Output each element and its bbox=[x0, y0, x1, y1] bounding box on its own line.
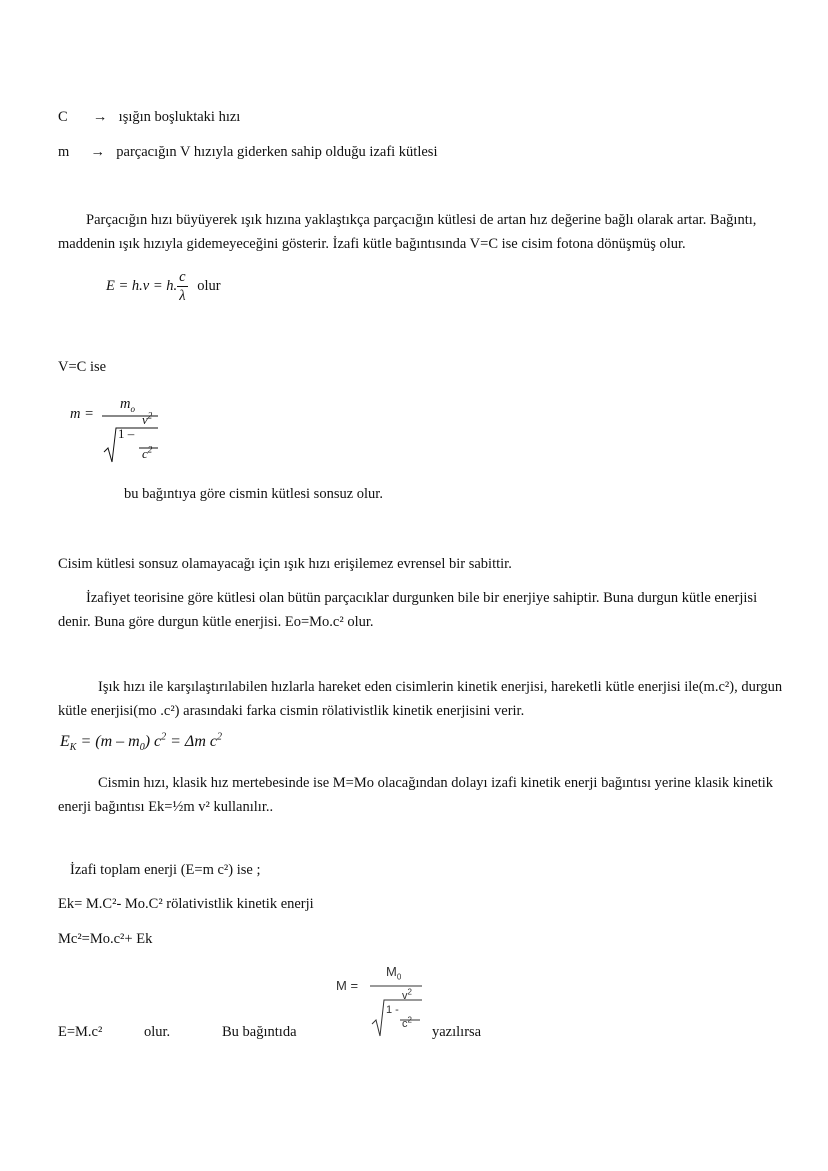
M-c-letter: c bbox=[402, 1018, 408, 1030]
ek-sub0: 0 bbox=[139, 742, 145, 754]
mass-v bbox=[142, 412, 152, 428]
energy-suffix: olur bbox=[197, 277, 221, 294]
v-letter: v bbox=[142, 412, 148, 427]
mass-c bbox=[142, 446, 152, 462]
arrow-icon: → bbox=[90, 144, 106, 160]
sqrt-one: 1 – bbox=[118, 426, 135, 441]
equation-kinetic-energy bbox=[60, 733, 222, 753]
M-c-exp: 2 bbox=[407, 1015, 412, 1025]
M-sqrt-one: 1 - bbox=[386, 1004, 399, 1016]
final-bu: Bu bağıntıda bbox=[222, 1024, 297, 1040]
mass-lhs: m = bbox=[70, 406, 94, 422]
equation-relativistic-mass bbox=[70, 396, 170, 468]
definition-m-text: parçacığın V hızıyla giderken sahip olduğu izafi kütlesi bbox=[116, 144, 438, 160]
ek-sub: K bbox=[69, 742, 77, 754]
frac-den: λ bbox=[177, 286, 187, 305]
M-lhs: M = bbox=[336, 978, 359, 993]
c-over-lambda bbox=[177, 268, 187, 305]
M-v-exp: 2 bbox=[407, 987, 412, 997]
equation-photon-energy bbox=[106, 268, 221, 305]
M-v bbox=[402, 987, 412, 1002]
total-energy-line: İzafi toplam enerji (E=m c²) ise ; bbox=[70, 862, 261, 878]
mc-line: Mc²=Mo.c²+ Ek bbox=[58, 931, 153, 947]
final-yazilirsa: yazılırsa bbox=[432, 1024, 482, 1040]
symbol-m: m bbox=[58, 144, 70, 160]
ek-exp2: 2 bbox=[216, 731, 222, 743]
energy-lhs: E = h.ν = h. bbox=[106, 277, 178, 294]
symbol-c: C bbox=[58, 109, 68, 125]
c-letter: c bbox=[142, 446, 148, 461]
paragraph-light-speed-constant: Cisim kütlesi sonsuz olamayacağı için ışık hızı erişilemez evrensel bir sabittir. bbox=[58, 556, 512, 572]
mass-comment: bu bağıntıya göre cismin kütlesi sonsuz olur. bbox=[124, 486, 383, 502]
paragraph-relative-mass: Parçacığın hızı büyüyerek ışık hızına yaklaştıkça parçacığın kütlesi de artan hız değerine bağlı olarak artar. Bağıntı, maddenin ışık hızıyla gidemeyeceğini gösterir. İzafi kütle bağıntısında V=C ise cisim fotona dönüşmüş olur. bbox=[58, 212, 757, 252]
paragraph-kinetic-energy: Işık hızı ile karşılaştırılabilen hızlarla hareket eden cisimlerin kinetik enerjisi, hareketli kütle enerjisi ile(m.c²), durgun kütle enerjisi(mo .c²) arasındaki farka cismin rölativistlik kinetik enerjisini verir. bbox=[58, 679, 783, 719]
ek-tail: ) c bbox=[144, 733, 162, 750]
final-emc: E=M.c² bbox=[58, 1024, 103, 1040]
definition-c bbox=[58, 109, 240, 126]
equation-M bbox=[336, 964, 436, 1040]
arrow-icon: → bbox=[92, 109, 108, 125]
ek-line: Ek= M.C²- Mo.C² rölativistlik kinetik enerji bbox=[58, 896, 314, 912]
mass-numerator bbox=[120, 396, 135, 414]
final-olur: olur. bbox=[144, 1024, 171, 1040]
ek-tail2: = Δm c bbox=[166, 733, 217, 750]
ek-exp1: 2 bbox=[161, 731, 167, 743]
frac-num: c bbox=[179, 269, 186, 285]
M-v-letter: v bbox=[402, 990, 408, 1002]
paragraph-classical-kinetic: Cismin hızı, klasik hız mertebesinde ise M=Mo olacağından dolayı izafi kinetik enerji bağıntısı yerine klasik kinetik enerji bağıntısı Ek=½m v² kullanılır.. bbox=[58, 775, 774, 815]
M-numerator bbox=[386, 964, 401, 982]
c-exp: 2 bbox=[147, 444, 153, 455]
ek-rest: = (m – m bbox=[80, 733, 140, 750]
M-c bbox=[402, 1015, 412, 1030]
mass-m: m bbox=[120, 396, 131, 412]
v-exp: 2 bbox=[147, 410, 153, 421]
vc-label: V=C ise bbox=[58, 359, 107, 375]
mass-sub-o: o bbox=[130, 403, 135, 414]
definition-m bbox=[58, 144, 437, 161]
M-sub0: 0 bbox=[396, 972, 402, 982]
definition-c-text: ışığın boşluktaki hızı bbox=[118, 109, 241, 125]
paragraph-rest-energy: İzafiyet teorisine göre kütlesi olan bütün parçacıklar durgunken bile bir enerjiye sahiptir. Buna durgun kütle enerjisi denir. Buna göre durgun kütle enerjisi. Eo=Mo.c² olur. bbox=[58, 590, 758, 630]
ek-e: E bbox=[60, 733, 70, 750]
M-letter: M bbox=[386, 964, 397, 979]
